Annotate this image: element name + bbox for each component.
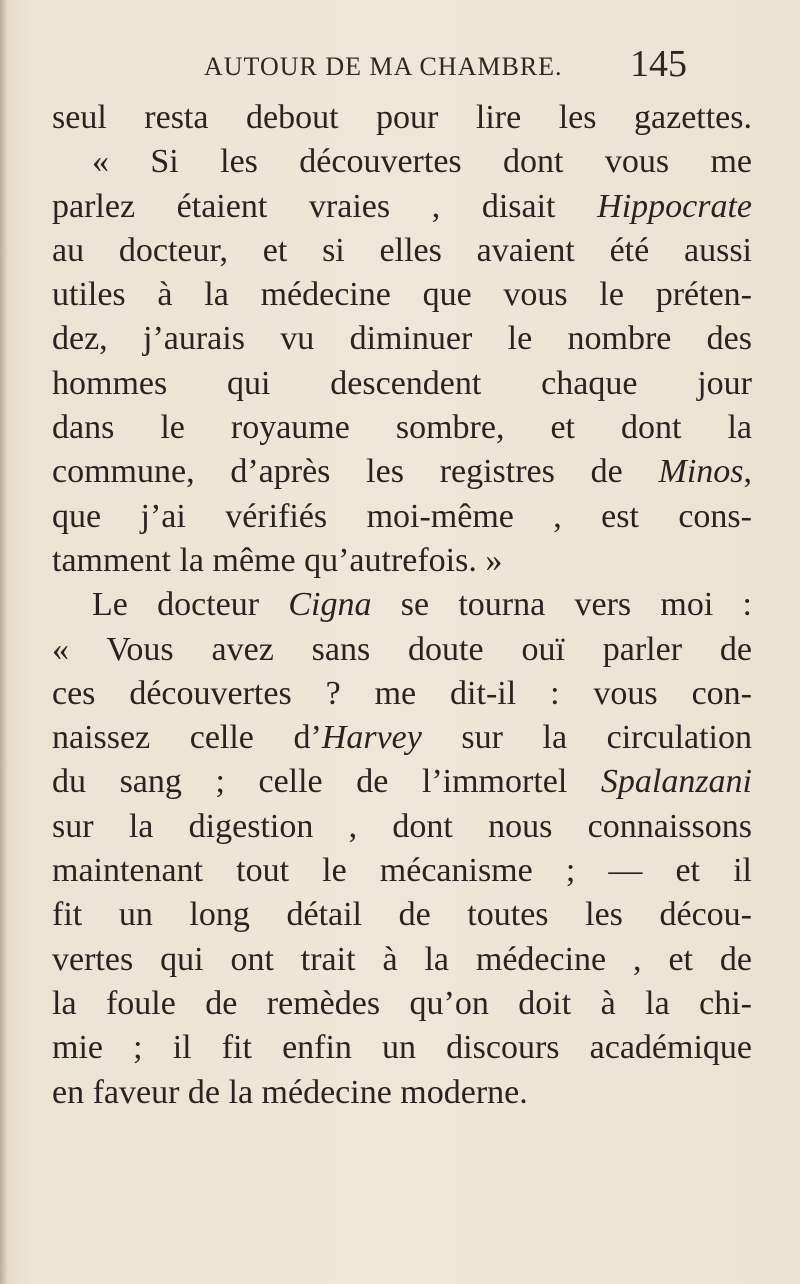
text-line: naissez celle d’Harvey sur la circulation [52, 719, 752, 757]
text-line: vertes qui ont trait à la médecine , et de [52, 940, 752, 978]
text-line: « Vous avez sans doute ouï parler de [52, 630, 752, 668]
text-line: mie ; il fit enfin un discours académique [52, 1029, 752, 1067]
italic-name: Harvey [321, 719, 422, 757]
italic-name: Cigna [288, 586, 372, 624]
text-line: au docteur, et si elles avaient été aussi [52, 231, 752, 269]
text-line: que j’ai vérifiés moi-même , est cons- [52, 497, 752, 535]
page-number: 145 [630, 43, 687, 85]
text-line: la foule de remèdes qu’on doit à la chi- [52, 984, 752, 1022]
text-line: du sang ; celle de l’immortel Spalanzani [52, 763, 752, 801]
text-line: utiles à la médecine que vous le préten- [52, 276, 752, 314]
body-text [52, 96, 752, 1115]
text-line: Le docteur Cigna se tourna vers moi : [92, 586, 752, 624]
text-line: seul resta debout pour lire les gazettes. [52, 99, 752, 136]
text-line: sur la digestion , dont nous connaissons [52, 807, 752, 845]
text-line: en faveur de la médecine moderne. [52, 1073, 528, 1111]
text-line: parlez étaient vraies , disait Hippocrate [52, 187, 752, 225]
italic-name: Minos [658, 453, 744, 491]
text-line: « Si les découvertes dont vous me [92, 143, 752, 181]
spine-shadow [0, 0, 8, 1284]
italic-name: Hippocrate [597, 187, 752, 225]
text-line: hommes qui descendent chaque jour [52, 364, 752, 402]
text-line: maintenant tout le mécanisme ; — et il [52, 852, 752, 890]
running-title: AUTOUR DE MA CHAMBRE. [204, 52, 563, 81]
text-line: fit un long détail de toutes les décou- [52, 896, 752, 934]
text-line: dans le royaume sombre, et dont la [52, 409, 752, 447]
text-line: dez, j’aurais vu diminuer le nombre des [52, 320, 752, 358]
text-line: ces découvertes ? me dit-il : vous con- [52, 674, 752, 712]
italic-name: Spalanzani [600, 763, 752, 801]
running-header [0, 40, 800, 90]
text-line: tamment la même qu’autrefois. » [52, 541, 503, 579]
text-line: commune, d’après les registres de Minos, [52, 453, 752, 491]
